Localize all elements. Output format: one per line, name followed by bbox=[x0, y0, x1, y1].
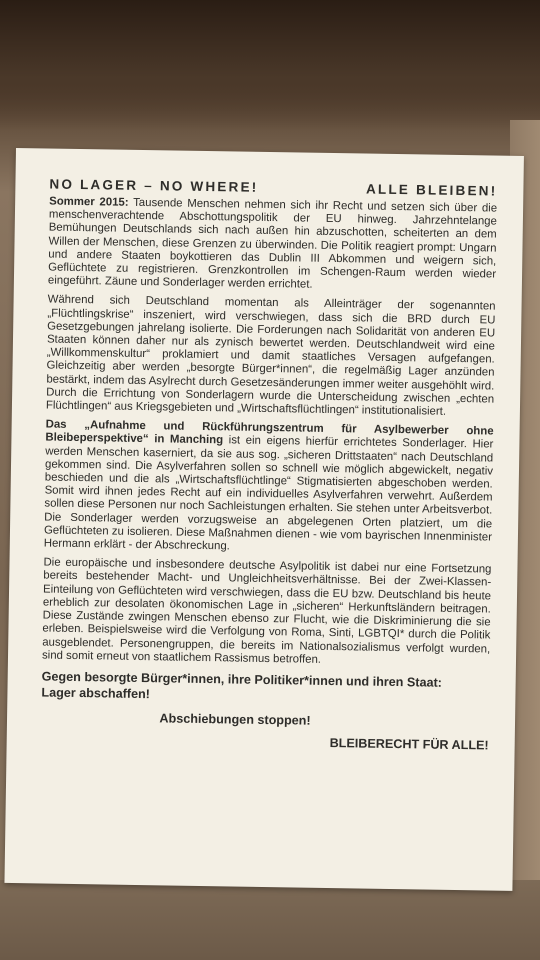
paragraph-4: Die europäische und insbesondere deutsche Asylpolitik ist dabei nur eine Fortsetzung bereits bestehender Macht- und Ungleichheitsverhältnisse. Bei der Zwei-Klassen-Einteilung von Geflüchteten wird verschwiegen, dass die EU bzw. Deutschland bis heute erheblich zur desolaten ökonomischen Lage in „sicheren“ Herkunftsländern beitragen. Diese Zustände zwingen Menschen ebenso zur Flucht, wie die Diskriminierung die sie erleben. Beispielsweise wird die Verfolgung von Roma, Sinti, LGBTQI* durch die Politik ausgeblendet. Personengruppen, die bereits im Nationalsozialismus verfolgt wurden, sind somit erneut von staatlichem Rassismus betroffen. bbox=[41, 556, 492, 666]
paragraph-2: Während sich Deutschland momentan als Alleinträger der sogenannten „Flüchtlingskrise“ inszeniert, wird verschwiegen, dass sich die BRD durch EU Gesetzgebungen jahrelang isolierte. Die Forderungen nach Solidarität von anderen EU Staaten können daher nur als zynisch bewertet werden. Deutschlandweit wird eine „Willkommenskultur“ proklamiert und damit staatliches Versagen aufgefangen. Gleichzeitig aber werden „besorgte Bürger*innen“, die regelmäßig Lager anzünden bestärkt, indem das Asylrecht durch Gesetzesänderungen immer weiter ausgehöhlt wird. Durch die Errichtung von Sonderlagern wurde die Unterscheidung zwischen „echten Flüchtlingen“ aus Kriegsgebieten und „Wirtschaftsflüchtlingen“ institutionalisiert. bbox=[45, 293, 496, 418]
flyer-heading bbox=[49, 177, 497, 199]
slogan-3: Abschiebungen stoppen! bbox=[159, 711, 311, 728]
paragraph-1-text: Tausende Menschen nehmen sich ihr Recht und setzen sich über die menschenverachtende Abschottungspolitik der EU hinweg. Jahrzehntelange Bemühungen Deutschlands sich nach außen hin abzuschotten, scheiterten an dem Willen der Menschen, diese Grenzen zu überwinden. Die Politik reagiert prompt: Ungarn und andere Staaten boykottieren das Dublin III Abkommen und weigern sich, Geflüchtete zu registrieren. Grenzkontrollen im Schengen-Raum werden wieder eingeführt. Zäune und Sonderlager werden errichtet. bbox=[47, 196, 498, 291]
background-wall bbox=[0, 0, 540, 130]
paragraph-1-lead: Sommer 2015: bbox=[49, 195, 129, 209]
paragraph-3-text: ist ein eigens hierfür errichtetes Sonderlager. Hier werden Menschen kaserniert, da sie aus sog. „sicheren Drittstaaten“ nach Deutschland gekommen sind. Die Asylverfahren sollen so schnell wie möglich abgewickelt, negativ beschieden und die als „Wirtschaftsflüchtlinge“ Stigmatisierten abgeschoben werden. Somit wird ihnen jedes Recht auf ein individuelles Asylverfahren verwehrt. Außerdem sollen diese Personen nur noch Sachleistungen erhalten. Sie stehen unter Arbeitsverbot. Die Sonderlager werden vorzugsweise an abgelegenen Orten platziert, um die Geflüchteten zu isolieren. Diese Maßnahmen dienen - wie vom bayrischen Innenminister Hermann erklärt - der Abschreckung. bbox=[43, 434, 494, 553]
paragraph-1 bbox=[48, 196, 497, 295]
paragraph-3-lead: Das „Aufnahme und Rückführungszentrum für Asylbewerber ohne Bleibeperspektive“ in Manching bbox=[45, 418, 494, 447]
paragraph-3 bbox=[44, 419, 494, 558]
heading-left: NO LAGER – NO WHERE! bbox=[49, 176, 259, 195]
background-table bbox=[0, 880, 540, 960]
slogan-4: BLEIBERECHT FÜR ALLE! bbox=[329, 735, 489, 753]
slogan-2: Lager abschaffen! bbox=[41, 685, 151, 702]
flyer-sheet bbox=[4, 148, 523, 891]
slogan-1: Gegen besorgte Bürger*innen, ihre Politiker*innen und ihren Staat: bbox=[41, 669, 443, 690]
heading-right: ALLE BLEIBEN! bbox=[365, 181, 498, 199]
